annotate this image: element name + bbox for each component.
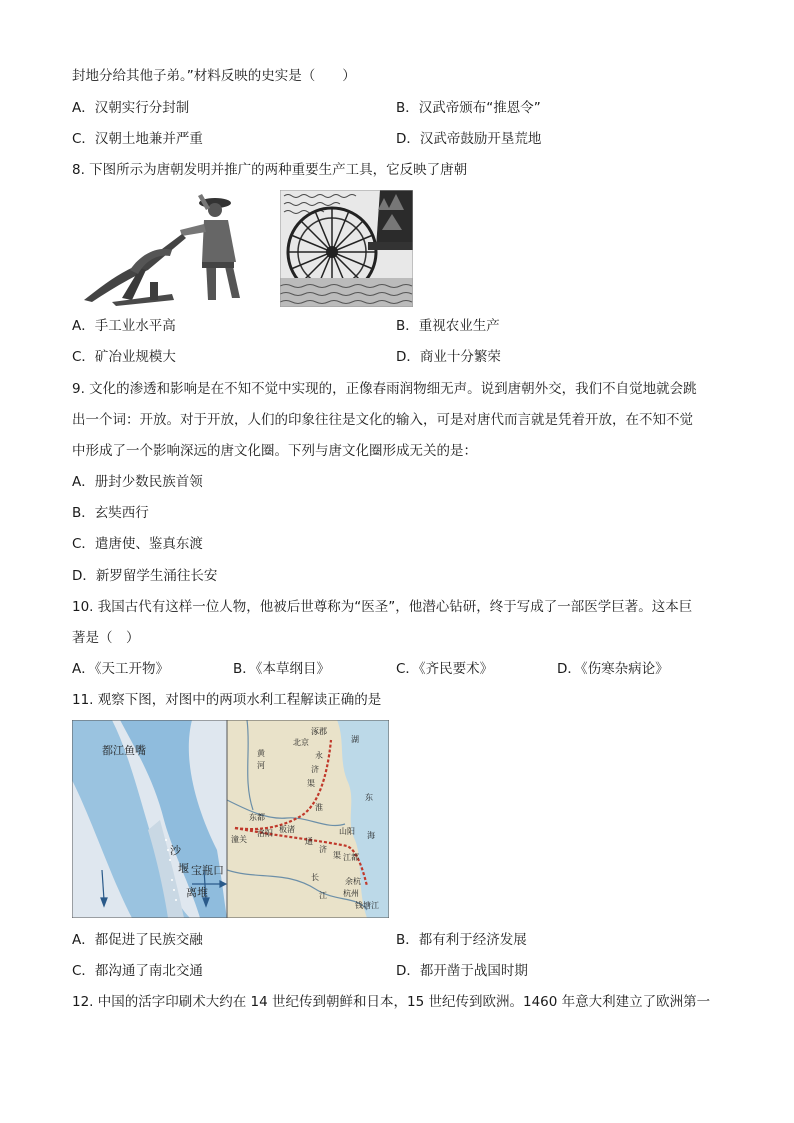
q8-option-c[interactable]: C．矿冶业规模大: [72, 349, 176, 365]
canal-label-beijing: 北京: [293, 738, 309, 747]
canal-label-chang: 长: [311, 873, 319, 882]
canal-label-qu-1: 渠: [307, 779, 315, 788]
canal-label-jiangdu: 江都: [343, 853, 359, 862]
dujiangyan-label-yuzui: 都江鱼嘴: [102, 744, 146, 757]
q10-option-b[interactable]: B．《本草纲目》: [233, 661, 331, 677]
q10-stem-line-1: 10. 我国古代有这样一位人物，他被后世尊称为“医圣”，他潜心钻研，终于写成了一部医学巨著。这本巨: [72, 599, 693, 615]
plough-illustration: [82, 190, 267, 308]
canal-label-huai: 淮: [315, 803, 323, 812]
canal-label-luoyang: 洛阳: [257, 829, 273, 838]
dujiangyan-map: [72, 720, 227, 918]
q9-option-b[interactable]: B．玄奘西行: [72, 505, 149, 521]
q10-stem-line-2: 著是（ ）: [72, 630, 140, 646]
dujiangyan-label-baopingkou: 宝瓶口: [191, 864, 224, 877]
canal-label-qu-2: 渠: [333, 851, 341, 860]
q8-option-a[interactable]: A．手工业水平高: [72, 318, 176, 334]
q7-stem: 封地分给其他子弟。”材料反映的史实是（ ）: [72, 68, 356, 84]
canal-label-ji-2: 济: [319, 845, 327, 854]
q11-option-c[interactable]: C．都沟通了南北交通: [72, 963, 203, 979]
canal-label-he: 河: [257, 761, 265, 770]
canal-label-huang: 黄: [257, 749, 265, 758]
canal-label-hai: 海: [367, 831, 375, 840]
canal-label-shanyang: 山阳: [339, 827, 355, 836]
q10-option-a[interactable]: A．《天工开物》: [72, 661, 169, 677]
q9-option-a[interactable]: A．册封少数民族首领: [72, 474, 203, 490]
canal-label-jiang: 江: [319, 891, 327, 900]
q7-option-a[interactable]: A．汉朝实行分封制: [72, 100, 190, 116]
q8-option-d[interactable]: D．商业十分繁荣: [396, 349, 501, 365]
canal-label-yong: 永: [315, 751, 323, 760]
q11-option-d[interactable]: D．都开凿于战国时期: [396, 963, 528, 979]
canal-label-hu: 湖: [351, 735, 359, 744]
q11-option-b[interactable]: B．都有利于经济发展: [396, 932, 527, 948]
canal-label-tong: 通: [305, 837, 313, 846]
q11-stem: 11. 观察下图，对图中的两项水利工程解读正确的是: [72, 692, 382, 708]
dujiangyan-label-lidui: 离堆: [186, 886, 208, 899]
q10-option-c[interactable]: C．《齐民要术》: [396, 661, 494, 677]
canal-label-yuhang: 余杭: [345, 877, 361, 886]
q9-option-d[interactable]: D．新罗留学生涌往长安: [72, 568, 218, 584]
q9-stem-line-1: 9. 文化的渗透和影响是在不知不觉中实现的，正像春雨润物细无声。说到唐朝外交，我们不自觉地就会跳: [72, 381, 697, 397]
dujiangyan-label-sha: 沙: [170, 844, 181, 857]
q11-option-a[interactable]: A．都促进了民族交融: [72, 932, 203, 948]
q7-option-d[interactable]: D．汉武帝鼓励开垦荒地: [396, 131, 542, 147]
canal-label-banzhu: 板渚: [279, 825, 295, 834]
waterwheel-woodcut: [280, 190, 413, 307]
canal-label-tongguan: 潼关: [231, 835, 247, 844]
canal-label-qiantangjiang: 钱塘江: [355, 901, 379, 910]
q7-option-b[interactable]: B．汉武帝颁布“推恩令”: [396, 100, 541, 116]
q10-option-d[interactable]: D．《伤寒杂病论》: [557, 661, 669, 677]
canal-label-hangzhou: 杭州: [343, 889, 359, 898]
canal-label-dong: 东: [365, 793, 373, 802]
q8-option-b[interactable]: B．重视农业生产: [396, 318, 500, 334]
canal-label-dongdu: 东都: [249, 813, 265, 822]
q9-stem-line-3: 中形成了一个影响深远的唐文化圈。下列与唐文化圈形成无关的是：: [72, 443, 477, 459]
grand-canal-map: [227, 720, 389, 918]
q9-stem-line-2: 出一个词：开放。对于开放，人们的印象往往是文化的输入，可是对唐代而言就是凭着开放，在不知不觉: [72, 412, 693, 428]
canal-label-zhuojun: 涿郡: [311, 727, 327, 736]
q12-stem: 12. 中国的活字印刷术大约在 14 世纪传到朝鲜和日本，15 世纪传到欧洲。1460 年意大利建立了欧洲第一: [72, 994, 711, 1010]
q9-option-c[interactable]: C．遣唐使、鉴真东渡: [72, 536, 203, 552]
canal-label-ji-1: 济: [311, 765, 319, 774]
q8-stem: 8. 下图所示为唐朝发明并推广的两种重要生产工具，它反映了唐朝: [72, 162, 468, 178]
q7-option-c[interactable]: C．汉朝土地兼并严重: [72, 131, 203, 147]
dujiangyan-label-yan: 堰: [178, 862, 189, 875]
